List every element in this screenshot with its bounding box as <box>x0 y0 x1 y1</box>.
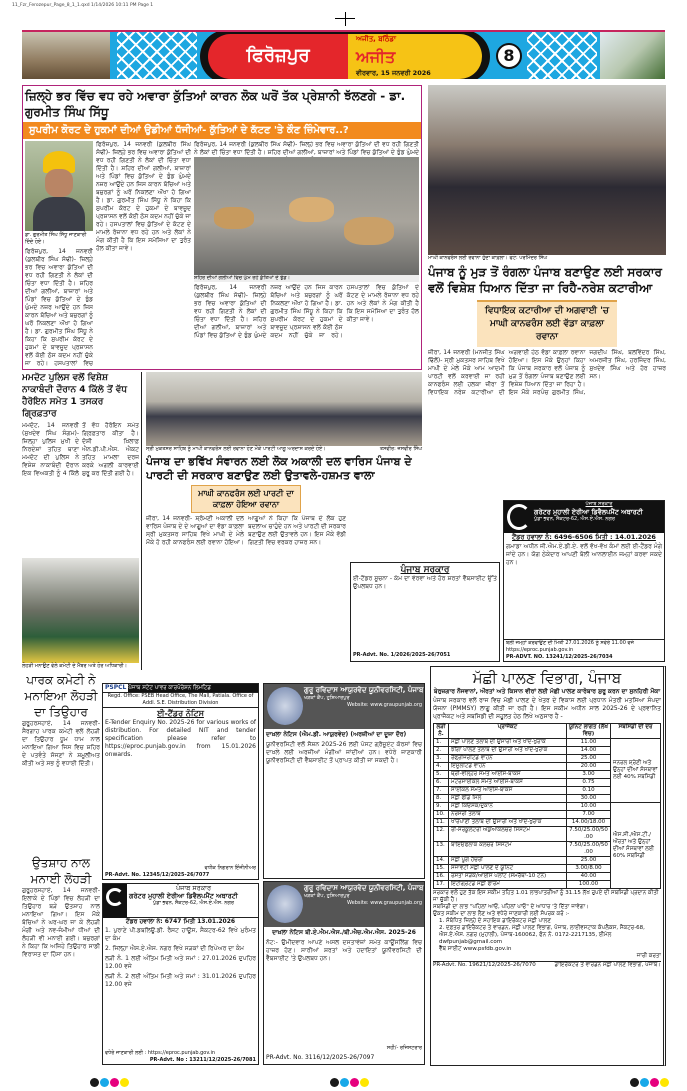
pspcl-sub: Regd. Office: PSEB Head Office, The Mall, Patiala. Office of Addl. S.E. Distribution Division <box>103 693 258 708</box>
table-cell: ਮੱਛੀ ਕਿਓਸਕ/ਦੁਕਾਨ <box>449 803 567 811</box>
park-committee-body: ਗੁਰੂਹਰਸਹਾਏ, 14 ਜਨਵਰੀ- ਸੈਰਗਾਹ ਪਾਰਕ ਕਮੇਟੀ ਵਲੋਂ ਲੋਹੜੀ ਦਾ ਤਿਉਹਾਰ ਧੂਮ ਧਾਮ ਨਾਲ ਮਨਾਇਆ ਗਿਆ ਜਿਸ ਵਿਚ ਸ਼ਹਿਰ ਦੇ ਪਤਵੰਤੇ ਸੱਜਣਾਂ ਨੇ ਸ਼ਮੂਲੀਅਤ ਕੀਤੀ ਅਤੇ ਸਭ ਨੂੰ ਵਧਾਈ ਦਿੱਤੀ। <box>22 720 100 767</box>
table-cell: 0.10 <box>567 787 611 795</box>
table-cell: 100.00 <box>567 881 611 889</box>
portrait-caption: ਡਾ. ਗੁਰਮੀਤ ਸਿੰਘ ਸਿੱਧੂ ਜਾਣਕਾਰੀ ਦਿੰਦੇ ਹੋਏ। <box>25 232 87 245</box>
fisheries-note: ਸਰਕਾਰ ਵਲੋਂ ਹੁਣ ਤੱਕ ਇਸ ਸਕੀਮ ਤਹਿਤ 1.01 ਲਾਭਪਾਤਰੀਆਂ ਨੂੰ 31.15 ਲੱਖ ਰੁਪਏ ਦੀ ਸਬਸਿਡੀ ਪ੍ਰਦਾਨ ਕੀਤੀ ਜਾ ਚੁੱਕੀ ਹੈ। <box>433 890 659 903</box>
table-cell: 16. <box>434 873 449 881</box>
gmada-top-name: ਗਰੇਟਰ ਮੁਹਾਲੀ ਏਰੀਆ ਡਿਵੈਲਪਮੈਂਟ ਅਥਾਰਟੀ <box>534 508 643 516</box>
table-cell: 11. <box>434 819 449 827</box>
table-cell: 10. <box>434 811 449 819</box>
logo-red <box>208 34 348 79</box>
akali-story <box>146 372 500 662</box>
university1-addr: ਖੜਕਾਂ ਕੈਂਪ, ਹੁਸ਼ਿਆਰਪੁਰ <box>304 695 350 701</box>
table-cell: 3. <box>434 755 449 763</box>
table-cell: 25.00 <box>567 755 611 763</box>
table-header: ਪ੍ਰਾਜੈਕਟ <box>449 724 567 739</box>
table-cell: 7.00 <box>567 811 611 819</box>
table-cell: ਇੰਸੂਲੇਟਿਡ ਵਾਹਨ <box>449 763 567 771</box>
pspcl-title: ਈ-ਟੈਂਡਰ ਨੋਟਿਸ <box>157 709 204 718</box>
masthead-right-photo <box>600 32 665 79</box>
akali-photo <box>146 372 422 446</box>
gmada-bottom-item: 2. ਜਿਲ੍ਹਾ ਐਸ.ਏ.ਐਸ. ਨਗਰ ਵਿਖੇ ਸੜਕਾਂ ਦੀ ਰਿਪੇਅਰ ਦਾ ਕੰਮ <box>105 945 244 952</box>
gmada-bottom-deadline: ਲੜੀ ਨੰ. 1 ਲਈ ਅੰਤਿਮ ਮਿਤੀ ਅਤੇ ਸਮਾਂ : 27.01.2026 ਦੁਪਹਿਰ 12.00 ਵਜੇ <box>105 955 256 970</box>
table-header: ਲੜੀ ਨੰ. <box>434 724 449 739</box>
rally-photo-caption: ਮਾਘੀ ਕਾਨਫਰੰਸ ਲਈ ਰਵਾਨਾ ਹੁੰਦਾ ਕਾਫ਼ਲਾ। ਫੋਟੋ: ਪਰਮਿੰਦਰ ਸਿੰਘ <box>428 255 548 261</box>
lohri-body: ਗੁਰੂਹਰਸਹਾਏ, 14 ਜਨਵਰੀ- ਇਲਾਕੇ ਦੇ ਪਿੰਡਾਂ ਵਿਚ ਲੋਹੜੀ ਦਾ ਤਿਉਹਾਰ ਬੜੇ ਉਤਸ਼ਾਹ ਨਾਲ ਮਨਾਇਆ ਗਿਆ। ਇਸ ਮੌਕੇ ਬੱਚਿਆਂ ਨੇ ਘਰ-ਘਰ ਜਾ ਕੇ ਲੋਹੜੀ ਮੰਗੀ ਅਤੇ ਨਵ-ਜੰਮੀਆਂ ਧੀਆਂ ਦੀ ਲੋਹੜੀ ਵੀ ਮਨਾਈ ਗਈ। ਬਜ਼ੁਰਗਾਂ ਨੇ ਕਿਹਾ ਕਿ ਅਜਿਹੇ ਤਿਉਹਾਰ ਸਾਡੀ ਵਿਰਾਸਤ ਦਾ ਹਿੱਸਾ ਹਨ। <box>22 886 100 958</box>
fisheries-ad <box>430 666 666 1066</box>
left-column <box>22 672 100 1070</box>
table-row <box>434 803 661 811</box>
registration-bar <box>30 1072 670 1084</box>
table-cell: 12. <box>434 827 449 842</box>
table-cell: 8. <box>434 795 449 803</box>
table-cell: ਬਾਇਓਫਲਾਕ ਕਲਚਰ ਸਿਸਟਮ <box>449 842 567 857</box>
pspcl-adv: PR-Advt. No. 12345/12/2025-26/7077 <box>105 872 210 878</box>
table-cell: ਝੀਂਗਾ ਪਾਲਣ ਤਲਾਬ ਦੀ ਉਸਾਰੀ ਅਤੇ ਖਾਦ-ਖੁਰਾਕ <box>449 747 567 755</box>
fisheries-notes <box>433 890 661 953</box>
gmada-bottom-website[interactable]: ਵਧੇਰੇ ਜਾਣਕਾਰੀ ਲਈ : https://eproc.punjab.gov.in <box>105 1050 216 1056</box>
gmada-top-website[interactable]: https://eproc.punjab.gov.in <box>506 647 574 653</box>
gmada-bottom-deadline: ਲੜੀ ਨੰ. 2 ਲਈ ਅੰਤਿਮ ਮਿਤੀ ਅਤੇ ਸਮਾਂ : 31.01.2026 ਦੁਪਹਿਰ 12.00 ਵਜੇ <box>105 973 256 988</box>
lohri-photo <box>22 558 139 663</box>
gmada-bottom-item: 1. ਪੁਰਾਣੇ ਪੀ.ਡਬਲਿਊ.ਡੀ. ਰੈਸਟ ਹਾਊਸ, ਸੈਕਟਰ-62 ਵਿਖੇ ਮੁਰੰਮਤ ਦਾ ਕੰਮ <box>105 927 256 942</box>
university1-name: ਗੁਰੂ ਰਵਿਦਾਸ ਆਯੁਰਵੇਦ ਯੂਨੀਵਰਸਿਟੀ, ਪੰਜਾਬ <box>304 686 424 694</box>
table-cell: 5. <box>434 771 449 779</box>
fisheries-intro: ਪੰਜਾਬ ਸਰਕਾਰ ਵਲੋਂ ਰਾਜ ਵਿਚ ਮੱਛੀ ਪਾਲਣ ਦੇ ਖੇਤਰ ਦੇ ਵਿਕਾਸ ਲਈ ਪ੍ਰਧਾਨ ਮੰਤਰੀ ਮਤਸਿਆ ਸੰਪਦਾ ਯੋਜਨਾ (PMMSY) ਲਾਗੂ ਕੀਤੀ ਜਾ ਰਹੀ ਹੈ। ਇਸ ਸਕੀਮ ਅਧੀਨ ਸਾਲ 2025-26 ਦੇ ਪ੍ਰਵਾਨਿਤ ਪ੍ਰਾਜੈਕਟ ਅਤੇ ਸਬਸਿਡੀ ਦੀ ਸਹੂਲਤ ਹੇਠ ਲਿਖੇ ਅਨੁਸਾਰ ਹੈ - <box>433 697 661 720</box>
registration-dot <box>120 1078 129 1087</box>
gmada-top-ref: ਟੈਂਡਰ ਹਵਾਲਾ ਨੰ: 6496-6506 ਮਿਤੀ : 14.01.2026 <box>512 533 656 541</box>
pspcl-logo: PSPCL <box>105 684 127 691</box>
registration-dot <box>660 1078 669 1087</box>
fisheries-title: ਮੱਛੀ ਪਾਲਣ ਵਿਭਾਗ, ਪੰਜਾਬ <box>472 669 622 687</box>
fisheries-contact: 2. ਦਫ਼ਤਰ ਡਾਇਰੈਕਟਰ ਤੇ ਵਾਰਡਨ, ਮੱਛੀ ਪਾਲਣ ਵਿਭਾਗ, ਪੰਜਾਬ, ਲਾਈਵਸਟਾਕ ਕੰਪਲੈਕਸ, ਸੈਕਟਰ-68, ਐਸ.ਏ.ਐਸ. ਨਗਰ (ਮੁਹਾਲੀ), ਪੰਜਾਬ-160062, ਫੋਨ ਨੰ. 0172-2217135, ਈਮੇਲ dwfpunjab@gmail.com <box>439 925 645 945</box>
punjab-notice-title: ਪੰਜਾਬ ਸਰਕਾਰ <box>400 565 450 575</box>
table-cell: 14.00 <box>567 747 611 755</box>
gmada-top-body: ਗਮਾਡਾ ਅਧੀਨ ਜੀ.ਐਮ.ਏ.ਡੀ.ਏ. ਵਲੋਂ ਵੱਖ-ਵੱਖ ਕੰਮਾਂ ਲਈ ਈ-ਟੈਂਡਰ ਮੰਗੇ ਜਾਂਦੇ ਹਨ। ਯੋਗ ਠੇਕੇਦਾਰ ਆਪਣੀ ਬੋਲੀ ਆਨਲਾਈਨ ਜਮ੍ਹਾਂ ਕਰਵਾ ਸਕਦੇ ਹਨ। <box>504 542 664 640</box>
table-cell: ਮੱਛੀ ਪੂੰਗ ਹੈਚਰੀ <box>449 857 567 865</box>
pspcl-body: E-Tender Enquiry No. 2025-26 for various works of distribution. For detailed NIT and tender specification please refer to https://eproc.punjab.gov.in from 15.01.2026 onwards. <box>105 719 256 758</box>
pspcl-ad <box>102 683 259 880</box>
table-cell: ਥ੍ਰੀ-ਵੀਲ੍ਹਰ ਸਮੇਤ ਆਈਸ-ਬਾਕਸ <box>449 771 567 779</box>
lead-story <box>22 85 422 370</box>
pattern-left <box>117 32 197 79</box>
university2-web[interactable]: Website: www.graupunjab.org <box>347 900 422 906</box>
table-cell: ਇੰਟੀਗ੍ਰੇਟਡ ਮੱਛੀ ਫਾਰਮ <box>449 881 567 889</box>
akali-photo-credit: ਤਸਵੀਰ: ਜਸਵੀਰ ਸਿੰਘ <box>379 446 422 452</box>
gmada-bottom-adv: PR-Advt. No : 13211/12/2025-26/7081 <box>149 1057 256 1063</box>
edition: ਅਜੀਤ, ਬਠਿੰਡਾ <box>356 35 397 43</box>
subsidy-rate: ਜਨਰਲ ਸ਼੍ਰੇਣੀ ਅਤੇ ਉਨ੍ਹਾਂ ਦੀਆਂ ਸੰਸਥਾਵਾਂ ਲਈ 40% ਸਬਸਿਡੀ <box>611 739 661 803</box>
title-ferozepur: ਫਿਰੋਜ਼ਪੁਰ <box>246 45 310 67</box>
registration-dot <box>90 1078 99 1087</box>
table-cell: 7.50/25.00/50.00 <box>567 842 611 857</box>
table-cell: ਸਜਾਵਟੀ ਮੱਛੀ ਪਾਲਣ ਦੇ ਯੂਨਿਟ <box>449 865 567 873</box>
table-cell: ਨਰਸਰੀ ਤਲਾਬ <box>449 811 567 819</box>
university2-adv: PR-Advt. No. 3116/12/2025-26/7097 <box>266 1054 375 1061</box>
gmada-top-deadline: ਬੋਲੀ ਜਮ੍ਹਾਂ ਕਰਵਾਉਣ ਦੀ ਮਿਤੀ 27.01.2026 ਨੂੰ ਸਵੇਰੇ 11.00 ਵਜੇ <box>506 640 634 646</box>
table-cell: ਮੋਟਰਸਾਈਕਲ ਸਮੇਤ ਆਈਸ-ਬਾਕਸ <box>449 779 567 787</box>
lead-body-bottom: ਫਿਰੋਜ਼ਪੁਰ, 14 ਜਨਵਰੀ (ਕੁਲਬੀਰ ਸਿੰਘ ਸੋਢੀ)- ਜ਼ਿਲ੍ਹੇ ਭਰ ਵਿਚ ਅਵਾਰਾ ਕੁੱਤਿਆਂ ਦੀ ਵਧ ਰਹੀ ਗਿਣਤੀ ਨੇ ਲੋਕਾਂ ਦੀ ਚਿੰਤਾ ਵਧਾ ਦਿੱਤੀ ਹੈ। ਸ਼ਹਿਰ ਦੀਆਂ ਗਲੀਆਂ, ਬਾਜ਼ਾਰਾਂ ਅਤੇ ਪਿੰਡਾਂ ਵਿਚ ਕੁੱਤਿਆਂ ਦੇ ਝੁੰਡ ਘੁੰਮਦੇ ਨਜ਼ਰ ਆਉਂਦੇ ਹਨ ਜਿਸ ਕਾਰਨ ਬੱਚਿਆਂ ਅਤੇ ਬਜ਼ੁਰਗਾਂ ਨੂੰ ਘਰੋਂ ਨਿਕਲਣਾ ਔਖਾ ਹੋ ਗਿਆ ਹੈ। ਡਾ. ਗੁਰਮੀਤ ਸਿੰਘ ਸਿੱਧੂ ਨੇ ਕਿਹਾ ਕਿ ਸੁਪਰੀਮ ਕੋਰਟ ਦੇ ਹੁਕਮਾਂ ਦੇ ਬਾਵਜੂਦ ਪ੍ਰਸ਼ਾਸਨ ਵਲੋਂ ਕੋਈ ਠੋਸ ਕਦਮ ਨਹੀਂ ਚੁੱਕੇ ਜਾ ਰਹੇ। ਹਸਪਤਾਲਾਂ ਵਿਚ <box>25 248 93 367</box>
punjab-notice-body: ਈ-ਟੈਂਡਰ ਸੂਚਨਾ - ਕੰਮ ਦਾ ਵੇਰਵਾ ਅਤੇ ਹੋਰ ਸ਼ਰਤਾਂ ਵੈੱਬਸਾਈਟ ਉੱਤੇ ਉਪਲਬਧ ਹਨ। <box>353 575 497 591</box>
gmada-bottom-name: ਗਰੇਟਰ ਮੁਹਾਲੀ ਏਰੀਆ ਡਿਵੈਲਪਮੈਂਟ ਅਥਾਰਟੀ <box>129 892 238 900</box>
pspcl-sign: ਵਧੀਕ ਨਿਗਰਾਨ ਇੰਜੀਨੀਅਰ <box>204 865 256 871</box>
portrait-photo <box>25 141 93 231</box>
crop-mark <box>335 18 355 19</box>
university2-name: ਗੁਰੂ ਰਵਿਦਾਸ ਆਯੁਰਵੇਦ ਯੂਨੀਵਰਸਿਟੀ, ਪੰਜਾਬ <box>304 884 424 892</box>
fisheries-tagline: ਬੇਰੁਜ਼ਗਾਰ ਨੌਜਵਾਨਾਂ, ਔਰਤਾਂ ਅਤੇ ਕਿਸਾਨ ਵੀਰਾਂ ਲਈ ਮੱਛੀ ਪਾਲਣ ਕਾਰੋਬਾਰ ਸ਼ੁਰੂ ਕਰਨ ਦਾ ਸੁਨਹਿਰੀ ਮੌਕਾ <box>433 688 661 695</box>
table-header: ਸਬਸਿਡੀ ਦੀ ਦਰ <box>611 724 661 739</box>
table-cell: 15. <box>434 865 449 873</box>
registration-dot <box>100 1078 109 1087</box>
pattern-right <box>527 32 597 79</box>
date: ਵੀਰਵਾਰ, 15 ਜਨਵਰੀ 2026 <box>356 69 431 77</box>
gmada-top-adv: PR-ADVT. NO. 13241/12/2025-26/7034 <box>506 654 613 660</box>
police-body: ਮਮਦੋਟ, 14 ਜਨਵਰੀ (ਸੁਖਦੇਵ ਸਿੰਘ ਸੰਗਮ)- ਜ਼ਿਲ੍ਹਾ ਪੁਲਿਸ ਮੁਖੀ ਦੇ ਨਿਰਦੇਸ਼ਾਂ ਤਹਿਤ ਥਾਣਾ ਮਮਦੋਟ ਦੀ ਪੁਲਿਸ ਨੇ ਵਿਸ਼ੇਸ਼ ਨਾਕਾਬੰਦੀ ਦੌਰਾਨ ਇਕ ਵਿਅਕਤੀ ਨੂੰ 4 ਕਿੱਲੋ ਤੋਂ ਵੱਧ ਹੈਰੋਇਨ ਸਮੇਤ ਗ੍ਰਿਫ਼ਤਾਰ ਕੀਤਾ ਹੈ। ਦੋਸ਼ੀ ਖ਼ਿਲਾਫ਼ ਐਨ.ਡੀ.ਪੀ.ਐਸ. ਐਕਟ ਤਹਿਤ ਮਾਮਲਾ ਦਰਜ ਕਰਕੇ ਅਗਲੀ ਕਾਰਵਾਈ ਸ਼ੁਰੂ ਕਰ ਦਿੱਤੀ ਗਈ ਹੈ। <box>22 422 139 477</box>
university1-title: ਦਾਖ਼ਲਾ ਨੋਟਿਸ (ਐਮ.ਡੀ. ਆਯੁਰਵੇਦ) (ਅਰਜ਼ੀਆਂ ਦਾ ਦੂਜਾ ਦੌਰ) <box>266 731 407 738</box>
table-cell: 6. <box>434 779 449 787</box>
lead-body-col: ਫਿਰੋਜ਼ਪੁਰ, 14 ਜਨਵਰੀ (ਕੁਲਬੀਰ ਸਿੰਘ ਸੋਢੀ)- ਜ਼ਿਲ੍ਹੇ ਭਰ ਵਿਚ ਅਵਾਰਾ ਕੁੱਤਿਆਂ ਦੀ ਵਧ ਰਹੀ ਗਿਣਤੀ ਨੇ ਲੋਕਾਂ ਦੀ ਚਿੰਤਾ ਵਧਾ ਦਿੱਤੀ ਹੈ। ਸ਼ਹਿਰ ਦੀਆਂ ਗਲੀਆਂ, ਬਾਜ਼ਾਰਾਂ ਅਤੇ ਪਿੰਡਾਂ ਵਿਚ ਕੁੱਤਿਆਂ ਦੇ ਝੁੰਡ ਘੁੰਮਦੇ ਨਜ਼ਰ ਆਉਂਦੇ ਹਨ ਜਿਸ ਕਾਰਨ ਬੱਚਿਆਂ ਅਤੇ ਬਜ਼ੁਰਗਾਂ ਨੂੰ ਘਰੋਂ ਨਿਕਲਣਾ ਔਖਾ ਹੋ ਗਿਆ ਹੈ। ਡਾ. ਗੁਰਮੀਤ ਸਿੰਘ ਸਿੱਧੂ ਨੇ ਕਿਹਾ ਕਿ ਸੁਪਰੀਮ ਕੋਰਟ ਦੇ ਹੁਕਮਾਂ ਦੇ ਬਾਵਜੂਦ ਪ੍ਰਸ਼ਾਸਨ ਵਲੋਂ ਕੋਈ ਠੋਸ ਕਦਮ ਨਹੀਂ ਚੁੱਕੇ ਜਾ ਰਹੇ। ਹਸਪਤਾਲਾਂ ਵਿਚ ਕੁੱਤਿਆਂ ਦੇ ਕੱਟਣ ਦੇ ਮਾਮਲੇ ਰੋਜ਼ਾਨਾ ਵਧ ਰਹੇ ਹਨ ਅਤੇ ਲੋਕਾਂ ਨੇ ਮੰਗ ਕੀਤੀ ਹੈ ਕਿ ਇਸ ਸਮੱਸਿਆ ਦਾ ਤੁਰੰਤ ਹੱਲ ਕੀਤਾ ਜਾਵੇ। <box>96 141 191 252</box>
table-cell: 13. <box>434 842 449 857</box>
lead-headline: ਜ਼ਿਲ੍ਹੇ ਭਰ ਵਿੱਚ ਵਧ ਰਹੇ ਅਵਾਰਾ ਕੁੱਤਿਆਂ ਕਾਰਨ ਲੋਕ ਘਰੋਂ ਤੱਕ ਪ੍ਰੇਸ਼ਾਨੀ ਝੱਲਣਗੇ - ਡਾ. ਗੁਰਮੀਤ ਸਿੰਘ ਸਿੱਧੂ <box>25 89 406 119</box>
registration-dot <box>110 1078 119 1087</box>
table-cell: 40.00 <box>567 873 611 881</box>
gmada-top-header: ਪੰਜਾਬ ਸਰਕਾਰ <box>585 501 613 507</box>
park-committee-headline: ਪਾਰਕ ਕਮੇਟੀ ਨੇ ਮਨਾਇਆ ਲੋਹੜੀ ਦਾ ਤਿਉਹਾਰ <box>24 673 98 719</box>
lead-body-lower: ਫਿਰੋਜ਼ਪੁਰ, 14 ਜਨਵਰੀ (ਕੁਲਬੀਰ ਸਿੰਘ ਸੋਢੀ)- ਜ਼ਿਲ੍ਹੇ ਭਰ ਵਿਚ ਅਵਾਰਾ ਕੁੱਤਿਆਂ ਦੀ ਵਧ ਰਹੀ ਗਿਣਤੀ ਨੇ ਲੋਕਾਂ ਦੀ ਚਿੰਤਾ ਵਧਾ ਦਿੱਤੀ ਹੈ। ਸ਼ਹਿਰ ਦੀਆਂ ਗਲੀਆਂ, ਬਾਜ਼ਾਰਾਂ ਅਤੇ ਪਿੰਡਾਂ ਵਿਚ ਕੁੱਤਿਆਂ ਦੇ ਝੁੰਡ ਘੁੰਮਦੇ ਨਜ਼ਰ ਆਉਂਦੇ ਹਨ ਜਿਸ ਕਾਰਨ ਬੱਚਿਆਂ ਅਤੇ ਬਜ਼ੁਰਗਾਂ ਨੂੰ ਘਰੋਂ ਨਿਕਲਣਾ ਔਖਾ ਹੋ ਗਿਆ ਹੈ। ਡਾ. ਗੁਰਮੀਤ ਸਿੰਘ ਸਿੱਧੂ ਨੇ ਕਿਹਾ ਕਿ ਸੁਪਰੀਮ ਕੋਰਟ ਦੇ ਹੁਕਮਾਂ ਦੇ ਬਾਵਜੂਦ ਪ੍ਰਸ਼ਾਸਨ ਵਲੋਂ ਕੋਈ ਠੋਸ ਕਦਮ ਨਹੀਂ ਚੁੱਕੇ ਜਾ ਰਹੇ। ਹਸਪਤਾਲਾਂ ਵਿਚ ਕੁੱਤਿਆਂ ਦੇ ਕੱਟਣ ਦੇ ਮਾਮਲੇ ਰੋਜ਼ਾਨਾ ਵਧ ਰਹੇ ਹਨ ਅਤੇ ਲੋਕਾਂ ਨੇ ਮੰਗ ਕੀਤੀ ਹੈ ਕਿ ਇਸ ਸਮੱਸਿਆ ਦਾ ਤੁਰੰਤ ਹੱਲ ਕੀਤਾ ਜਾਵੇ। <box>194 284 419 339</box>
university-seal-icon <box>267 687 303 725</box>
table-row <box>434 739 661 747</box>
university2-sign: ਸਹੀ/- ਰਜਿਸਟਰਾਰ <box>386 1045 422 1051</box>
registration-dot <box>650 1078 659 1087</box>
punjab-notice-adv: PR-Advt. No. 1/2026/2025-26/7051 <box>353 652 451 658</box>
logo-yellow <box>348 34 482 79</box>
masthead <box>22 30 665 79</box>
rally-photo <box>428 85 666 255</box>
right-inset: ਵਿਧਾਇਕ ਕਟਾਰੀਆ ਦੀ ਅਗਵਾਈ 'ਚ ਮਾਘੀ ਕਾਨਫਰੰਸ ਲਈ ਵੱਡਾ ਕਾਫ਼ਲਾ ਰਵਾਨਾ <box>477 300 617 347</box>
gmada-logo-icon <box>103 884 127 918</box>
table-cell: ਖਾਰੇਪਾਣੀ ਤਲਾਬ ਦੀ ਉਸਾਰੀ ਅਤੇ ਖਾਦ-ਖੁਰਾਕ <box>449 819 567 827</box>
university1-web[interactable]: Website: www.graupunjab.org <box>347 702 422 708</box>
registration-dot <box>360 1078 369 1087</box>
table-cell: 0.75 <box>567 779 611 787</box>
university2-body: ਨੋਟ:- ਉਮੀਦਵਾਰ ਆਪਣੇ ਅਸਲ ਦਸਤਾਵੇਜ਼ਾਂ ਸਮੇਤ ਕਾਊਂਸਲਿੰਗ ਵਿਚ ਹਾਜ਼ਰ ਹੋਣ। ਸਾਰੀਆਂ ਸ਼ਰਤਾਂ ਅਤੇ ਹਦਾਇਤਾਂ ਯੂਨੀਵਰਸਿਟੀ ਦੀ ਵੈੱਬਸਾਈਟ 'ਤੇ ਉਪਲਬਧ ਹਨ। <box>266 939 422 962</box>
gmada-bottom-address: ਪੁੱਡਾ ਭਵਨ, ਸੈਕਟਰ-62, ਐਸ.ਏ.ਐਸ. ਨਗਰ <box>152 900 234 906</box>
lead-body-top: ਫਿਰੋਜ਼ਪੁਰ, 14 ਜਨਵਰੀ (ਕੁਲਬੀਰ ਸਿੰਘ ਸੋਢੀ)- ਜ਼ਿਲ੍ਹੇ ਭਰ ਵਿਚ ਅਵਾਰਾ ਕੁੱਤਿਆਂ ਦੀ ਵਧ ਰਹੀ ਗਿਣਤੀ ਨੇ ਲੋਕਾਂ ਦੀ ਚਿੰਤਾ ਵਧਾ ਦਿੱਤੀ ਹੈ। ਸ਼ਹਿਰ ਦੀਆਂ ਗਲੀਆਂ, ਬਾਜ਼ਾਰਾਂ ਅਤੇ ਪਿੰਡਾਂ ਵਿਚ ਕੁੱਤਿਆਂ ਦੇ ਝੁੰਡ ਘੁੰਮਦੇ <box>194 141 419 156</box>
registration-dot <box>350 1078 359 1087</box>
table-cell: 11.00 <box>567 739 611 747</box>
crop-mark <box>345 12 346 26</box>
page-number: 8 <box>496 43 522 69</box>
table-cell: 17. <box>434 881 449 889</box>
dogs-photo <box>194 157 419 275</box>
fisheries-note: ਉਕਤ ਸਕੀਮ ਦਾ ਲਾਭ ਲੈਣ ਅਤੇ ਵਧੇਰੇ ਜਾਣਕਾਰੀ ਲਈ ਸੰਪਰਕ ਕਰੋ :- <box>433 911 570 917</box>
university-ad-1 <box>263 683 425 879</box>
table-cell: 14. <box>434 857 449 865</box>
university2-addr: ਖੜਕਾਂ ਕੈਂਪ, ਹੁਸ਼ਿਆਰਪੁਰ <box>304 893 350 899</box>
table-cell: 4. <box>434 763 449 771</box>
table-cell: ਸਾਈਕਲ ਸਮੇਤ ਆਈਸ-ਬਾਕਸ <box>449 787 567 795</box>
gmada-logo-icon <box>507 504 531 530</box>
police-story <box>22 372 142 670</box>
fisheries-adv: PR-Advt. No. 19621/12/2025-26/7070 <box>433 962 536 968</box>
right-body: ਜ਼ੀਰਾ, 14 ਜਨਵਰੀ (ਮਨਜੀਤ ਸਿੰਘ ਢਿੱਲੋਂ)- ਸ੍ਰੀ ਮੁਕਤਸਰ ਸਾਹਿਬ ਵਿਖੇ ਮਾਘੀ ਦੇ ਮੇਲੇ ਮੌਕੇ ਆਮ ਆਦਮੀ ਪਾਰਟੀ ਵਲੋਂ ਕਰਵਾਈ ਜਾ ਰਹੀ ਕਾਨਫਰੰਸ ਲਈ ਹਲਕਾ ਜ਼ੀਰਾ ਤੋਂ ਵਿਧਾਇਕ ਨਰੇਸ਼ ਕਟਾਰੀਆ ਦੀ ਅਗਵਾਈ ਹੇਠ ਵੱਡਾ ਕਾਫ਼ਲਾ ਰਵਾਨਾ ਹੋਇਆ। ਇਸ ਮੌਕੇ ਉਨ੍ਹਾਂ ਕਿਹਾ ਕਿ ਪੰਜਾਬ ਸਰਕਾਰ ਵਲੋਂ ਪੰਜਾਬ ਨੂੰ ਮੁੜ ਤੋਂ ਰੰਗਲਾ ਪੰਜਾਬ ਬਣਾਉਣ ਲਈ ਵਿਸ਼ੇਸ਼ ਧਿਆਨ ਦਿੱਤਾ ਜਾ ਰਿਹਾ ਹੈ। ਇਸ ਮੌਕੇ ਸਰਪੰਚ ਗੁਰਮੀਤ ਸਿੰਘ, ਜਗਦੀਪ ਸਿੰਘ, ਬਲਵਿੰਦਰ ਸਿੰਘ, ਅਮਰਜੀਤ ਸਿੰਘ, ਹਰਜਿੰਦਰ ਸਿੰਘ, ਸੁਖਦੇਵ ਸਿੰਘ ਅਤੇ ਹੋਰ ਹਾਜ਼ਰ ਸਨ। <box>428 349 666 396</box>
title-ajit: ਅਜੀਤ <box>356 47 396 66</box>
table-cell: 7. <box>434 787 449 795</box>
fisheries-issuer-title: ਡਾਇਰੈਕਟਰ ਤੇ ਵਾਰਡਨ ਮੱਛੀ ਪਾਲਣ ਵਿਭਾਗ, ਪੰਜਾਬ। <box>554 962 661 968</box>
akali-inset: ਮਾਘੀ ਕਾਨਫਰੰਸ ਲਈ ਪਾਰਟੀ ਦਾ ਕਾਫ਼ਲਾ ਹੋਇਆ ਰਵਾਨਾ <box>191 485 301 513</box>
gmada-top-address: ਪੁੱਡਾ ਭਵਨ, ਸੈਕਟਰ-62, ਐਸ.ਏ.ਐਸ. ਨਗਰ <box>534 516 616 522</box>
fisheries-note: ਸਬਸਿਡੀ ਦਾ ਲਾਭ "ਪਹਿਲਾਂ ਆਓ, ਪਹਿਲਾਂ ਪਾਓ" ਦੇ ਆਧਾਰ 'ਤੇ ਦਿੱਤਾ ਜਾਵੇਗਾ। <box>433 904 589 910</box>
pspcl-name: ਪੰਜਾਬ ਸਟੇਟ ਪਾਵਰ ਕਾਰਪੋਰੇਸ਼ਨ ਲਿਮਟਿਡ <box>128 684 258 692</box>
gmada-bottom-ref: ਟੈਂਡਰ ਹਵਾਲਾ ਨੰ: 6747 ਮਿਤੀ 13.01.2026 <box>125 918 236 925</box>
table-cell: ਮੱਛੀ ਫੀਡ ਮਿੱਲ <box>449 795 567 803</box>
table-cell: ਮੱਛੀ ਪਾਲਣ ਤਲਾਬ ਦੀ ਉਸਾਰੀ ਅਤੇ ਖਾਦ-ਖੁਰਾਕ <box>449 739 567 747</box>
masthead-left-photo <box>22 32 110 79</box>
lohri-headline: ਉਤਸ਼ਾਹ ਨਾਲ ਮਨਾਈ ਲੋਹੜੀ <box>30 855 92 886</box>
lohri-photo-caption: ਲੋਹੜੀ ਮਨਾਉਣ ਵੇਲੇ ਕਮੇਟੀ ਦੇ ਮੈਂਬਰ ਅਤੇ ਹੋਰ ਅਧਿਕਾਰੀ। <box>22 663 127 669</box>
table-cell: 14.00/18.00 <box>567 819 611 827</box>
gmada-notice-ad <box>102 883 259 1065</box>
table-cell: 9. <box>434 803 449 811</box>
police-headline: ਮਮਦੋਟ ਪੁਲਿਸ ਵਲੋਂ ਵਿਸ਼ੇਸ਼ ਨਾਕਾਬੰਦੀ ਦੌਰਾਨ 4 ਕਿੱਲੋ ਤੋਂ ਵੱਧ ਹੈਰੋਇਨ ਸਮੇਤ 1 ਤਸਕਰ ਗ੍ਰਿਫ਼ਤਾਰ <box>22 373 128 419</box>
registration-dot <box>330 1078 339 1087</box>
punjab-notice <box>350 562 500 662</box>
table-cell: 2. <box>434 747 449 755</box>
registration-dot <box>630 1078 639 1087</box>
dogs-photo-caption: ਸ਼ਹਿਰ ਦੀਆਂ ਗਲੀਆਂ ਵਿਚ ਘੁੰਮ ਰਹੇ ਕੁੱਤਿਆਂ ਦੇ ਝੁੰਡ। <box>194 275 419 282</box>
lead-subhead: ਸੁਪਰੀਮ ਕੋਰਟ ਦੇ ਹੁਕਮਾਂ ਦੀਆਂ ਉਡੀਆਂ ਧੱਜੀਆਂ- ਕੁੱਤਿਆਂ ਦੇ ਕੱਟਣ 'ਤੇ ਕੌਣ ਜ਼ਿੰਮੇਵਾਰ..? <box>23 122 421 139</box>
table-cell: 3.00/8.00 <box>567 865 611 873</box>
university1-body: ਯੂਨੀਵਰਸਿਟੀ ਵਲੋਂ ਸੈਸ਼ਨ 2025-26 ਲਈ ਪੋਸਟ ਗ੍ਰੈਜੂਏਟ ਕੋਰਸਾਂ ਵਿਚ ਦਾਖ਼ਲੇ ਲਈ ਅਰਜ਼ੀਆਂ ਮੰਗੀਆਂ ਜਾਂਦੀਆਂ ਹਨ। ਵਧੇਰੇ ਜਾਣਕਾਰੀ ਯੂਨੀਵਰਸਿਟੀ ਦੀ ਵੈੱਬਸਾਈਟ ਤੋਂ ਪ੍ਰਾਪਤ ਕੀਤੀ ਜਾ ਸਕਦੀ ਹੈ। <box>266 741 422 764</box>
akali-photo-caption: ਸ੍ਰੀ ਮੁਕਤਸਰ ਸਾਹਿਬ ਨੂੰ ਮਾਘੀ ਕਾਨਫਰੰਸ ਲਈ ਰਵਾਨਾ ਹੋਣ ਮੌਕੇ ਪਾਰਟੀ ਆਗੂ ਅਰਦਾਸ ਕਰਦੇ ਹੋਏ। <box>146 446 326 452</box>
university-seal-icon <box>267 885 303 923</box>
fisheries-contact: 1. ਸੰਬੰਧਿਤ ਜ਼ਿਲ੍ਹੇ ਦੇ ਸਹਾਇਕ ਡਾਇਰੈਕਟਰ ਮੱਛੀ ਪਾਲਣ <box>439 918 551 924</box>
table-cell: 7.50/25.00/50.00 <box>567 827 611 842</box>
table-header: ਯੂਨਿਟ ਲਾਗਤ (ਲੱਖ ਵਿਚ) <box>567 724 611 739</box>
gmada-bottom-header: ਪੰਜਾਬ ਸਰਕਾਰ <box>175 884 212 892</box>
akali-headline: ਪੰਜਾਬ ਦਾ ਭਵਿੱਖ ਸੰਵਾਰਨ ਲਈ ਲੋਕ ਅਕਾਲੀ ਦਲ ਵਾਰਿਸ ਪੰਜਾਬ ਦੇ ਪਾਰਟੀ ਦੀ ਸਰਕਾਰ ਬਣਾਉਣ ਲਈ ਉਤਾਵਲੇ-ਹਸ਼ਮਤ ਵਾਲਾ <box>146 455 412 482</box>
university2-title: ਦਾਖ਼ਲਾ ਨੋਟਿਸ ਬੀ.ਏ.ਐਮ.ਐਸ./ਬੀ.ਐਚ.ਐਮ.ਐਸ. 2025-26 <box>272 929 416 936</box>
gmada-tender-ad <box>503 500 665 662</box>
table-cell: 25.00 <box>567 857 611 865</box>
fisheries-contact[interactable]: ਵੈੱਬ ਸਾਈਟ www.psfdb.gov.in <box>439 946 512 952</box>
table-cell: 1. <box>434 739 449 747</box>
table-cell: 30.00 <box>567 795 611 803</box>
table-cell: 3.00 <box>567 771 611 779</box>
fisheries-issuer: ਜਾਰੀ ਕਰਤਾ <box>636 953 661 959</box>
table-cell: ਰੀ-ਸਰਕੂਲੇਟਰੀ ਐਕੁਆਕਲਚਰ ਸਿਸਟਮ <box>449 827 567 842</box>
table-cell: 20.00 <box>567 763 611 771</box>
right-headline: ਪੰਜਾਬ ਨੂੰ ਮੁੜ ਤੋਂ ਰੰਗਲਾ ਪੰਜਾਬ ਬਣਾਉਣ ਲਈ ਸਰਕਾਰ ਵਲੋਂ ਵਿਸ਼ੇਸ਼ ਧਿਆਨ ਦਿੱਤਾ ਜਾ ਰਿਹੈ-ਨਰੇਸ਼ ਕਟਾਰੀਆ <box>428 265 662 295</box>
table-cell: 10.00 <box>567 803 611 811</box>
akali-body: ਜ਼ੀਰਾ, 14 ਜਨਵਰੀ- ਸ਼੍ਰੋਮਣੀ ਅਕਾਲੀ ਦਲ ਵਾਰਿਸ ਪੰਜਾਬ ਦੇ ਦੇ ਆਗੂਆਂ ਦਾ ਵੱਡਾ ਕਾਫ਼ਲਾ ਸ੍ਰੀ ਮੁਕਤਸਰ ਸਾਹਿਬ ਵਿਖੇ ਮਾਘੀ ਦੇ ਮੇਲੇ ਮੌਕੇ ਹੋ ਰਹੀ ਕਾਨਫਰੰਸ ਲਈ ਰਵਾਨਾ ਹੋਇਆ। ਆਗੂਆਂ ਨੇ ਕਿਹਾ ਕਿ ਪੰਜਾਬ ਦੇ ਲੋਕ ਹੁਣ ਬਦਲਾਅ ਚਾਹੁੰਦੇ ਹਨ ਅਤੇ ਪਾਰਟੀ ਦੀ ਸਰਕਾਰ ਬਣਾਉਣ ਲਈ ਉਤਾਵਲੇ ਹਨ। ਇਸ ਮੌਕੇ ਵੱਡੀ ਗਿਣਤੀ ਵਿਚ ਵਰਕਰ ਹਾਜ਼ਰ ਸਨ। <box>146 515 346 546</box>
slug-line: 11_Fzr_Ferozepur_Page_8_1_1.qxd 1/14/2026 10:11 PM Page 1 <box>12 3 154 8</box>
table-cell: ਰਸਤਾ ਸੜਕ/ਆਈਸ ਪਲਾਂਟ (ਸਮਰੱਥਾ-10 ਟਨ) <box>449 873 567 881</box>
subsidy-rate: ਐਸ.ਸੀ./ਐਸ.ਟੀ./ਔਰਤਾਂ ਅਤੇ ਉਨ੍ਹਾਂ ਦੀਆਂ ਸੰਸਥਾਵਾਂ ਲਈ 60% ਸਬਸਿਡੀ <box>611 803 661 889</box>
logo-oval <box>200 30 490 79</box>
university-ad-2 <box>263 881 425 1065</box>
registration-dot <box>640 1078 649 1087</box>
fisheries-table <box>433 723 661 889</box>
registration-dot <box>340 1078 349 1087</box>
table-cell: ਰੈਫ੍ਰੀਜਰੇਟਿਡ ਵਾਹਨ <box>449 755 567 763</box>
